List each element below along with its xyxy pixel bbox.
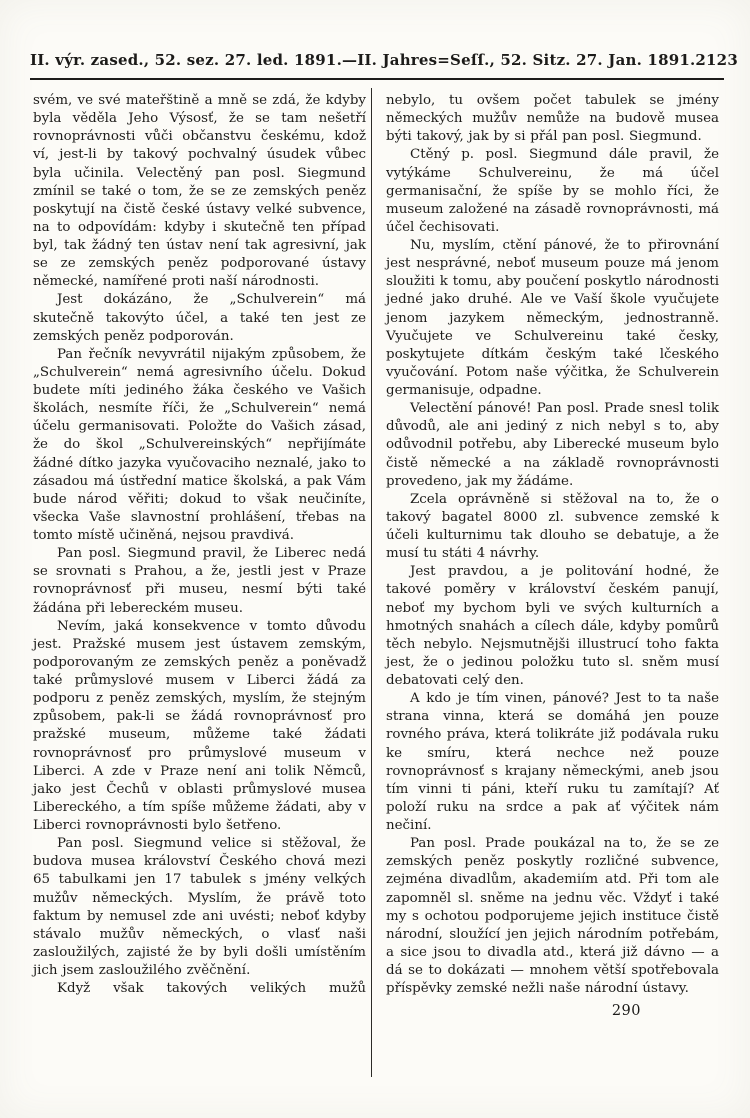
paragraph: Pan posl. Siegmund pravil, že Liberec nedá se srovnati s Prahou, a že, jestli jest v Praze rovnoprávnosť při museu, nesmí býti také žádána při lebereckém museu. xyxy=(33,546,366,616)
sheet-number: 290 xyxy=(611,1003,641,1020)
paragraph: Nu, myslím, ctění pánové, že to přirovnání jest nesprávné, neboť museum pouze má jenom sloužiti k tomu, aby poučení poskytlo národnosti jedné jako druhé. Ale ve Vaší škole vyučujete jenom jazykem německým, jednostranně. Vyučujete ve Schulvereinu také česky, poskytujete dítkám českým také lčeského vyučování. Potom naše výčitka, že Schulverein germanisuje, odpadne. xyxy=(386,238,719,398)
page-header xyxy=(30,51,738,69)
text-column-left xyxy=(33,92,366,1019)
text-column-right xyxy=(386,92,719,1019)
paragraph: Pan řečník nevyvrátil nijakým způsobem, že „Schulverein“ nemá agresivního účelu. Dokud budete míti jediného žáka českého ve Vašich školách, nesmíte říči, že „Schulverein“ nemá účelu germanisovati. Položte do Vašich zásad, že do škol „Schulvereinských“ nepřijímáte žádné dítko jazyka vyučovaciho neznalé, jako to zásadou má ústřední matice školská, a pak Vám bude národ věřiti; dokud to však neučiníte, všecka Vaše slavnostní prohlášení, třebas na tomto místě učiněná, nejsou pravdivá. xyxy=(33,346,366,543)
header-citation-german: II. Jahres=Seſſ., 52. Sitz. 27. Jan. 1891. xyxy=(357,51,696,69)
text-columns xyxy=(33,92,719,1019)
paragraph: Pan posl. Prade poukázal na to, že se ze zemských peněz poskytly rozličné subvence, zejména divadlům, akademiím atd. Při tom ale zapomněl sl. sněme na jednu věc. Vždyť i také my s ochotou podporujeme jejich instituce čistě národní, sloužící jen jejich národním potřebám, a sice jsou to divadla atd., která již dávno — a dá se to dokázati — mnohem větší spotřebovala příspěvky zemské nežli naše národní ústavy. xyxy=(386,836,719,997)
paragraph: Ctěný p. posl. Siegmund dále pravil, že vytýkáme Schulvereinu, že má účel germanisační, že spíše by se mohlo říci, že museum založené na zásadě rovnoprávnosti, má účel čechisovati. xyxy=(386,147,719,235)
paragraph: Zcela oprávněně si stěžoval na to, že o takový bagatel 8000 zl. subvence zemské k účeli kulturnimu tak dlouho se debatuje, a že musí tu státi 4 návrhy. xyxy=(386,491,719,562)
paragraph: Jest pravdou, a je politování hodné, že takové poměry v království českém panují, neboť my bychom byli ve svých kulturních a hmotných snahách a cílech dále, kdyby pomůrů těch nebylo. Nejsmutnějši illustrucí toho fakta jest, že o jedinou položku tuto sl. sněm musí debatovati celý den. xyxy=(386,564,719,688)
header-citation-czech: II. výr. zased., 52. sez. 27. led. 1891. xyxy=(30,51,342,69)
paragraph: Jest dokázáno, že „Schulverein“ má skutečně takovýto účel, a také ten jest ze zemských peněz podporován. xyxy=(33,292,366,344)
paragraph: Když však takových velikých mužů xyxy=(57,981,366,997)
paragraph: Pan posl. Siegmund velice si stěžoval, že budova musea království Českého chová mezi 65 tabulkami jen 17 tabulek s jmény velkých mužův německých. Myslím, že právě toto faktum by nemusel zde ani uvésti; neboť kdyby stávalo mužův německých, o vlasť naši zasloužilých, zajisté že by byli došli umístěním jich jsem zasloužilého zvěčnění. xyxy=(33,836,366,978)
paragraph: A kdo je tím vinen, pánové? Jest to ta naše strana vinna, která se domáhá jen pouze rovného práva, která tolikráte již podávala ruku ke smíru, která nechce než pouze rovnoprávnosť s krajany německými, aneb jsou tím vinni ti páni, kteří ruku tu zamítají? Ať položí ruku na srdce a pak ať výčitek nám nečiní. xyxy=(386,691,719,833)
header-rule xyxy=(30,78,724,80)
header-separator-dash: — xyxy=(342,51,358,69)
paragraph: svém, ve své mateřštině a mně se zdá, že kdyby byla věděla Jeho Výsosť, že se tam nešetří rovnoprávnosti vůči občanstvu českému, kdož ví, jest-li by takový pochvalný úsudek vůbec byla učinila. Velectěný pan posl. Siegmund zmínil se také o tom, že se ze zemských peněz poskytují na čistě české ústavy velké subvence, na to odpovídám: kdyby i skutečně ten případ byl, tak žádný ten ústav není tak agresivní, jak se ze zemských peněz podporované ústavy německé, namířené proti naší národnosti. xyxy=(33,93,366,290)
paragraph: Nevím, jaká konsekvence v tomto důvodu jest. Pražské musem jest ústavem zemským, podporovaným ze zemských peněz a poněvadž také průmyslové musem v Liberci žádá za podporu z peněz zemských, myslím, že stejným způsobem, pak-li se žádá rovnoprávnosť pro pražské museum, můžeme také žádati rovnoprávnosť pro průmyslové museum v Liberci. A zde v Praze není ani tolik Němců, jako jest Čechů v oblasti průmyslové musea Libereckého, a tím spíše můžeme žádati, aby v Liberci rovnoprávnosti bylo šetřeno. xyxy=(33,618,366,833)
header-page-number: 2123 xyxy=(695,51,738,69)
paragraph: Velectění pánové! Pan posl. Prade snesl tolik důvodů, ale ani jediný z nich nebyl s to, aby odůvodnil potřebu, aby Liberecké museum bylo čistě německé a na základě rovnoprávnosti provedeno, jak my žádáme. xyxy=(386,401,719,489)
paragraph: nebylo, tu ovšem počet tabulek se jmény německých mužův nemůže na budově musea býti takový, jak by si přál pan posl. Siegmund. xyxy=(386,93,719,145)
